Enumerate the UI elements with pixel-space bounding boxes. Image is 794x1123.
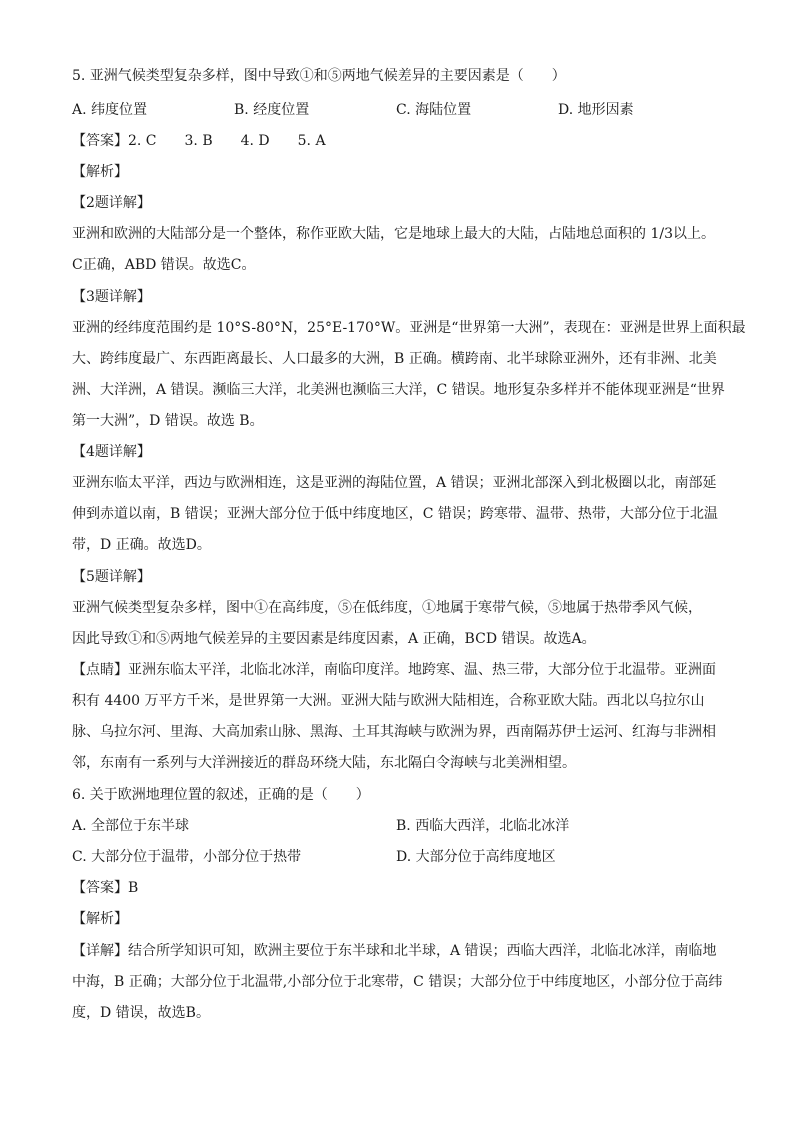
q4-heading: 【4题详解】: [72, 444, 151, 460]
q4-line: 伸到赤道以南，B 错误；亚洲大部分位于低中纬度地区，C 错误；跨寒带、温带、热带，大部分位于北温: [72, 506, 718, 522]
q5-option-b: B. 经度位置: [234, 102, 310, 118]
q5-option-a: A. 纬度位置: [72, 102, 148, 118]
q3-line: 亚洲的经纬度范围约是 10°S-80°N，25°E-170°W。亚洲是“世界第一大洲”，表现在：亚洲是世界上面积最: [72, 320, 746, 336]
q4-line: 亚洲东临太平洋，西边与欧洲相连，这是亚洲的海陆位置，A 错误；亚洲北部深入到北极圈以北，南部延: [72, 475, 717, 491]
q3-line: 第一大洲”，D 错误。故选 B。: [72, 413, 264, 429]
q5-detail-line: 亚洲气候类型复杂多样，图中①在高纬度，⑤在低纬度，①地属于寒带气候，⑤地属于热带季风气候，: [72, 600, 702, 616]
q5-option-d: D. 地形因素: [558, 102, 634, 118]
tip-line: 邻，东南有一系列与大洋洲接近的群岛环绕大陆，东北隔白令海峡与北美洲相望。: [72, 755, 576, 771]
q4-line: 带，D 正确。故选D。: [72, 537, 211, 553]
q2-line: 亚洲和欧洲的大陆部分是一个整体，称作亚欧大陆，它是地球上最大的大陆，占陆地总面积的 1/3以上。: [72, 226, 715, 242]
q6-answer: 【答案】B: [72, 880, 139, 896]
q6-detail-line: 【详解】结合所学知识可知，欧洲主要位于东半球和北半球，A 错误；西临大西洋，北临北冰洋，南临地: [72, 943, 717, 959]
q6-detail-line: 中海，B 正确；大部分位于北温带,小部分位于北寒带，C 错误；大部分位于中纬度地区，小部分位于高纬: [72, 974, 723, 990]
tip-line: 【点睛】亚洲东临太平洋，北临北冰洋，南临印度洋。地跨寒、温、热三带，大部分位于北温带。亚洲面: [72, 662, 716, 678]
q6-option-a: A. 全部位于东半球: [72, 818, 190, 834]
q6-option-b: B. 西临大西洋，北临北冰洋: [396, 818, 570, 834]
q3-line: 洲、大洋洲，A 错误。濒临三大洋，北美洲也濒临三大洋，C 错误。地形复杂多样并不能体现亚洲是“世界: [72, 382, 725, 398]
q3-line: 大、跨纬度最广、东西距离最长、人口最多的大洲，B 正确。横跨南、北半球除亚洲外，还有非洲、北美: [72, 351, 717, 367]
analysis-heading: 【解析】: [72, 164, 128, 180]
q6-option-d: D. 大部分位于高纬度地区: [396, 849, 556, 865]
q6-analysis-heading: 【解析】: [72, 911, 128, 927]
answer-line: 【答案】2. C 3. B 4. D 5. A: [72, 133, 326, 149]
q3-heading: 【3题详解】: [72, 289, 151, 305]
q6-detail-line: 度，D 错误，故选B。: [72, 1005, 210, 1021]
q5-detail-line: 因此导致①和⑤两地气候差异的主要因素是纬度因素，A 正确，BCD 错误。故选A。: [72, 631, 596, 647]
q5-option-c: C. 海陆位置: [396, 102, 472, 118]
q6-stem: 6. 关于欧洲地理位置的叙述，正确的是（ ）: [72, 787, 370, 803]
q2-heading: 【2题详解】: [72, 195, 151, 211]
q2-line: C正确，ABD 错误。故选C。: [72, 257, 256, 273]
tip-line: 脉、乌拉尔河、里海、大高加索山脉、黑海、土耳其海峡与欧洲为界，西南隔苏伊士运河、红海与非洲相: [72, 724, 716, 740]
q6-option-c: C. 大部分位于温带，小部分位于热带: [72, 849, 302, 865]
q5-stem: 5. 亚洲气候类型复杂多样，图中导致①和⑤两地气候差异的主要因素是（ ）: [72, 68, 566, 84]
q5-detail-heading: 【5题详解】: [72, 569, 151, 585]
tip-line: 积有 4400 万平方千米，是世界第一大洲。亚洲大陆与欧洲大陆相连，合称亚欧大陆。西北以乌拉尔山: [72, 693, 705, 709]
